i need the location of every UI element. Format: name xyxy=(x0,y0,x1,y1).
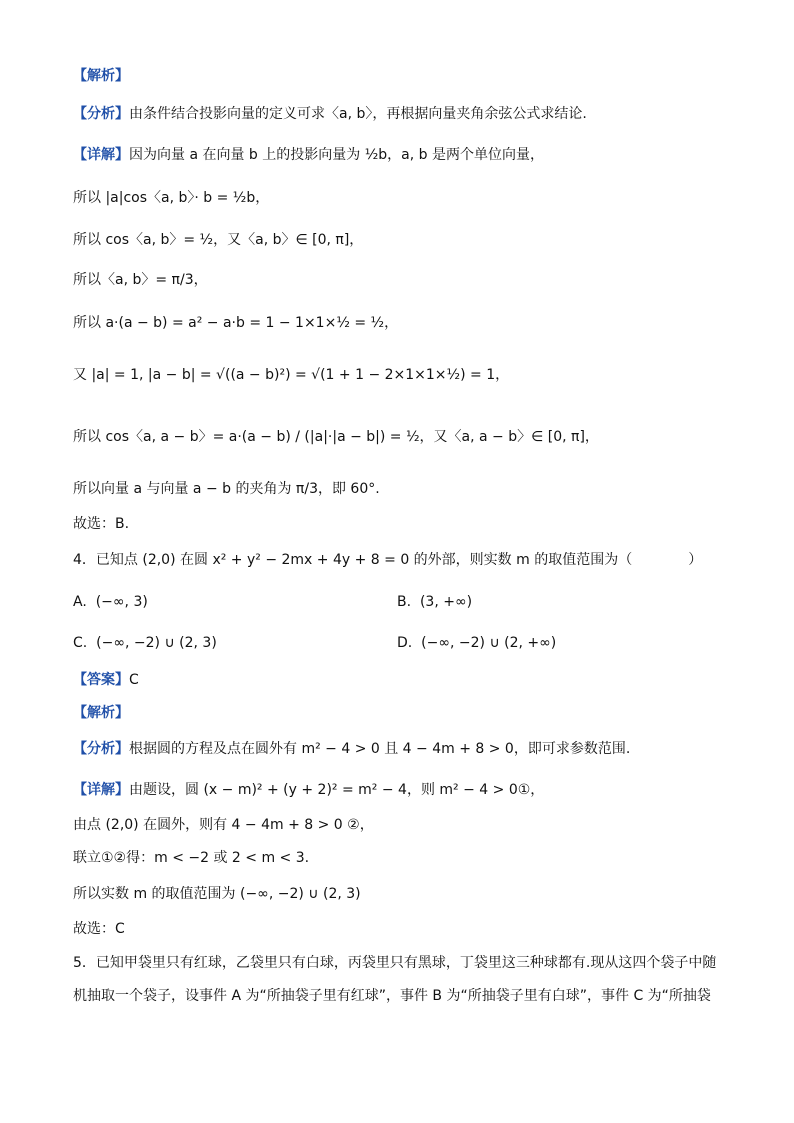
q3-answer-select: 故选：B. xyxy=(73,516,130,532)
q4-option-c: C. (−∞, −2) ∪ (2, 3) xyxy=(73,635,217,651)
q3-line-6: 又 |a| = 1, |a − b| = √((a − b)²) = √(1 + 1 − 2×1×1×½) = 1， xyxy=(73,367,510,383)
q4-option-d: D. (−∞, −2) ∪ (2, +∞) xyxy=(397,635,557,651)
q3-analysis: 【分析】由条件结合投影向量的定义可求〈a, b〉，再根据向量夹角余弦公式求结论. xyxy=(73,106,587,122)
q3-line-4: 所以〈a, b〉= π/3， xyxy=(73,272,208,288)
q4-answer: 【答案】C xyxy=(73,672,139,688)
q4-line-4: 所以实数 m 的取值范围为 (−∞, −2) ∪ (2, 3) xyxy=(73,886,361,902)
q5-line-1: 5．已知甲袋里只有红球，乙袋里只有白球，丙袋里只有黑球，丁袋里这三种球都有.现从这四个袋子中随 xyxy=(73,955,717,971)
q4-stem: 4．已知点 (2,0) 在圆 x² + y² − 2mx + 4y + 8 = 0 的外部，则实数 m 的取值范围为（ ） xyxy=(73,552,703,568)
q4-parse-header: 【解析】 xyxy=(73,705,129,721)
q3-line-2: 所以 |a|cos〈a, b〉· b = ½b， xyxy=(73,190,270,206)
q4-line-3: 联立①②得：m < −2 或 2 < m < 3. xyxy=(73,850,310,866)
q5-line-2: 机抽取一个袋子，设事件 A 为“所抽袋子里有红球”，事件 B 为“所抽袋子里有白球”，事件 C 为“所抽袋 xyxy=(73,988,711,1004)
q3-line-8: 所以向量 a 与向量 a − b 的夹角为 π/3，即 60°. xyxy=(73,481,380,497)
q4-analysis: 【分析】根据圆的方程及点在圆外有 m² − 4 > 0 且 4 − 4m + 8 > 0，即可求参数范围. xyxy=(73,741,631,757)
parse-header: 【解析】 xyxy=(73,68,129,84)
q3-detail-line-1: 【详解】因为向量 a 在向量 b 上的投影向量为 ½b，a, b 是两个单位向量， xyxy=(73,147,544,163)
q3-line-5: 所以 a·(a − b) = a² − a·b = 1 − 1×1×½ = ½， xyxy=(73,315,399,331)
q3-line-3: 所以 cos〈a, b〉= ½，又〈a, b〉∈ [0, π]， xyxy=(73,232,364,248)
q4-option-a: A. (−∞, 3) xyxy=(73,594,148,610)
q3-line-7: 所以 cos〈a, a − b〉= a·(a − b) / (|a|·|a − b|) = ½，又〈a, a − b〉∈ [0, π]， xyxy=(73,429,599,445)
q4-option-b: B. (3, +∞) xyxy=(397,594,473,610)
q4-line-2: 由点 (2,0) 在圆外，则有 4 − 4m + 8 > 0 ②， xyxy=(73,817,374,833)
q4-detail-line-1: 【详解】由题设，圆 (x − m)² + (y + 2)² = m² − 4，则 m² − 4 > 0①， xyxy=(73,782,545,798)
q4-answer-select: 故选：C xyxy=(73,921,125,937)
